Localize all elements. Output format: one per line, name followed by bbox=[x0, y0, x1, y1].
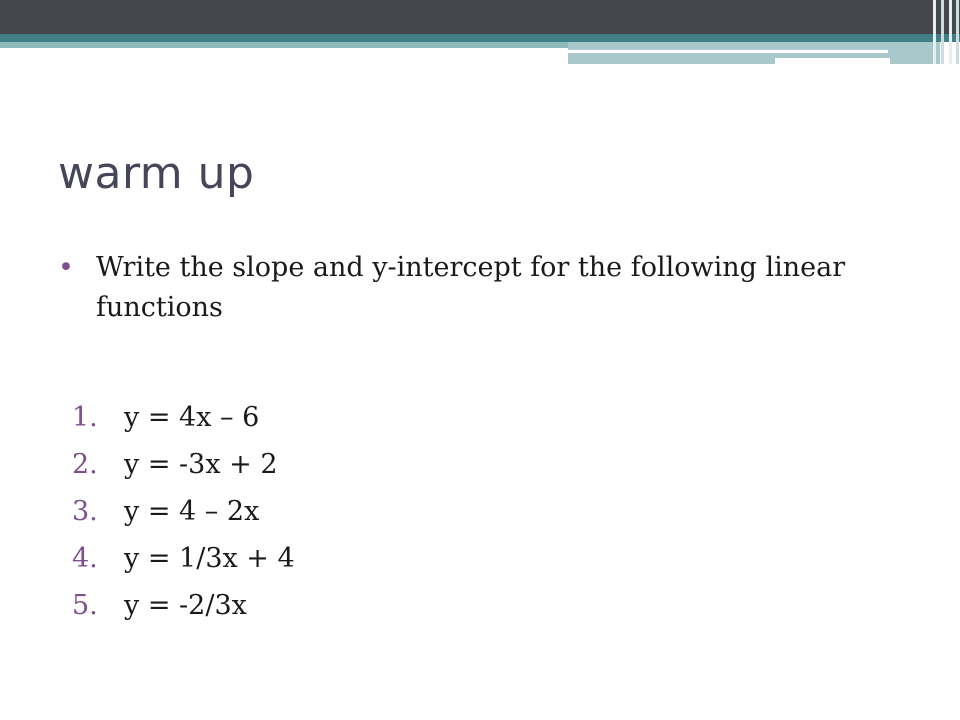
header-stripe bbox=[949, 0, 952, 64]
bullet-dot-icon: • bbox=[58, 252, 74, 283]
slide-content bbox=[58, 248, 918, 629]
header-white-line-lower bbox=[775, 58, 890, 64]
header-band-dark bbox=[0, 0, 960, 34]
list-text: y = 1/3x + 4 bbox=[124, 543, 295, 574]
header-stripe bbox=[933, 0, 936, 64]
list-item bbox=[58, 394, 918, 441]
list-item bbox=[58, 441, 918, 488]
header-white-line bbox=[568, 50, 888, 53]
list-number: 1. bbox=[72, 402, 98, 433]
header-stripe bbox=[956, 0, 959, 64]
list-number: 4. bbox=[72, 543, 98, 574]
bullet-text: Write the slope and y-intercept for the following linear functions bbox=[96, 252, 846, 323]
list-text: y = -3x + 2 bbox=[124, 449, 278, 480]
list-text: y = -2/3x bbox=[124, 590, 247, 621]
list-text: y = 4x – 6 bbox=[124, 402, 260, 433]
list-item bbox=[58, 582, 918, 629]
header-band-teal bbox=[0, 34, 960, 42]
bullet-item bbox=[58, 248, 918, 328]
header-stripe bbox=[941, 0, 944, 64]
slide-title: warm up bbox=[58, 148, 255, 199]
list-item bbox=[58, 535, 918, 582]
numbered-list bbox=[58, 394, 918, 629]
header-stripes bbox=[930, 0, 960, 64]
list-text: y = 4 – 2x bbox=[124, 496, 260, 527]
list-item bbox=[58, 488, 918, 535]
header-band-light-left bbox=[0, 42, 568, 48]
list-number: 3. bbox=[72, 496, 98, 527]
list-number: 2. bbox=[72, 449, 98, 480]
list-number: 5. bbox=[72, 590, 98, 621]
